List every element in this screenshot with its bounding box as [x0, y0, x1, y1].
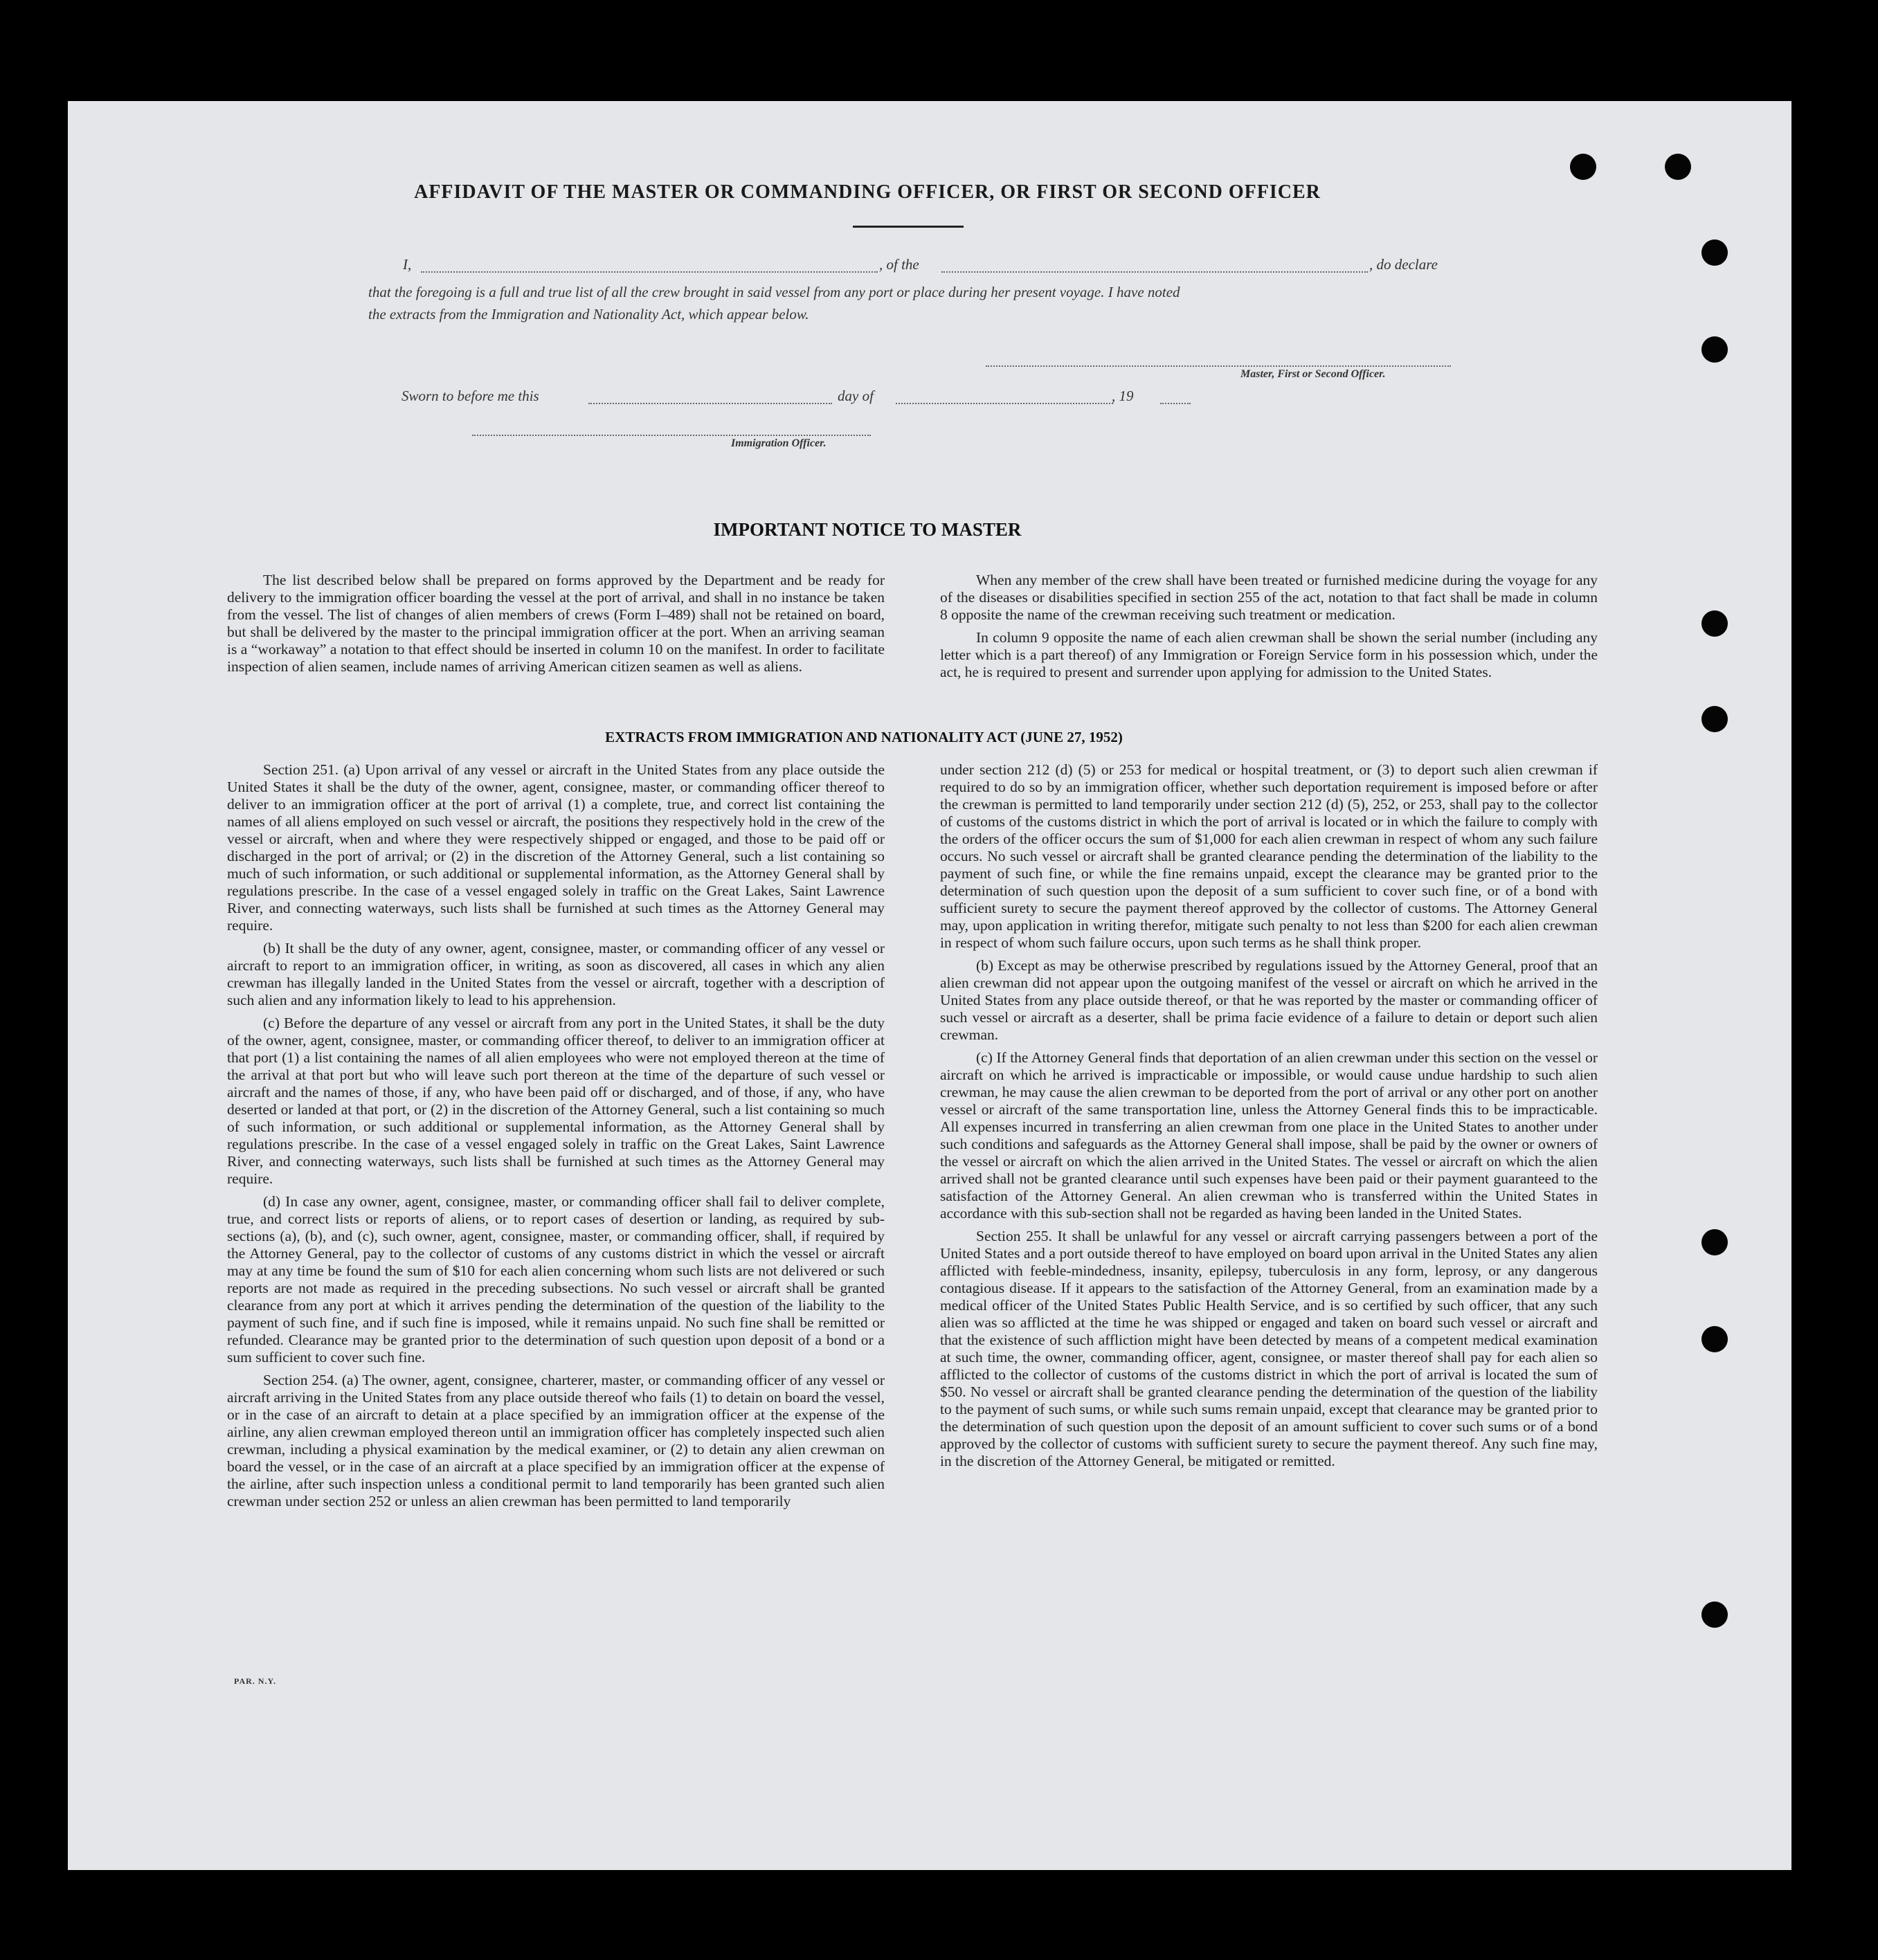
extracts-title: EXTRACTS FROM IMMIGRATION AND NATIONALITY ACT (JUNE 27, 1952) — [605, 729, 1123, 745]
notice-left-column — [227, 572, 885, 681]
extract-paragraph: Section 255. It shall be unlawful for any vessel or aircraft carrying passengers between a port of the United States and a port outside thereof to have employed on board upon arrival in the United States any alien afflicted with feeble-mindedness, insanity, epilepsy, tuberculosis in any form, leprosy, or any dangerous contagious disease. If it appears to the satisfaction of the Attorney General, from an examination made by a medical officer of the United States Public Health Service, and is so certified by such officer, that any such alien was so afflicted at the time he was shipped or engaged and taken on board such vessel or aircraft and that the existence of such affliction might have been detected by means of a competent medical examination at such time, the owner, commanding officer, agent, consignee, or master thereof shall pay for each alien so afflicted to the collector of customs of the customs district in which the port of arrival is located the sum of $50. No vessel or aircraft shall be granted clearance pending the determination of the question of the liability to the payment of such sums, or while such sums remain unpaid, except that clearance may be granted prior to the determination of such question upon the deposit of an amount sufficient to cover such sums or of a bond approved by the collector of customs with sufficient surety to secure the payment thereof. Any such fine may, in the discretion of the Attorney General, be mitigated or remitted. — [940, 1228, 1598, 1469]
binder-hole-icon — [1701, 1229, 1728, 1255]
extract-paragraph: (c) If the Attorney General finds that deportation of an alien crewman under this section on the vessel or aircraft on which he arrived is impracticable or impossible, or would cause undue hardship to such alien crewman, he may cause the alien crewman to be deported from the port of arrival or any other port on another vessel or aircraft of the same transportation line, unless the Attorney General finds this to be impracticable. All expenses incurred in transferring an alien crewman from one place in the United States to another under such conditions and safeguards as the Attorney General shall impose, shall be paid by the owner or owners of the vessel or aircraft on which the alien arrived in the United States. The vessel or aircraft on which the alien arrived shall not be granted clearance until such expenses have been paid or their payment guaranteed to the satisfaction of the Attorney General. An alien crewman who is transferred within the United States in accordance with this sub-section shall not be regarded as having been landed in the United States. — [940, 1049, 1598, 1222]
document-page — [68, 101, 1791, 1870]
binder-hole-icon — [1701, 1601, 1728, 1628]
binder-hole-icon — [1570, 154, 1596, 180]
extract-paragraph: (b) It shall be the duty of any owner, agent, consignee, master, or commanding officer of any vessel or aircraft to report to an immigration officer, in writing, as soon as discovered, all cases in which any alien crewman has illegally landed in the United States from the vessel or aircraft, together with a description of such alien and any information likely to lead to his apprehension. — [227, 940, 885, 1008]
printer-mark: PAR. N.Y. — [234, 1676, 277, 1686]
binder-hole-icon — [1701, 239, 1728, 266]
vessel-blank — [941, 271, 1368, 273]
sworn-day-blank — [588, 403, 832, 404]
binder-hole-icon — [1701, 336, 1728, 363]
officer-signature-caption: Immigration Officer. — [731, 437, 827, 449]
affidavit-i-label: I, — [403, 256, 412, 273]
extract-paragraph: (d) In case any owner, agent, consignee, master, or commanding officer shall fail to deliver complete, true, and correct lists or reports of aliens, or to report cases of desertion or landing, as required by sub-sections (a), (b), and (c), such owner, agent, consignee, master, or commanding officer, shall, if required by the Attorney General, pay to the collector of customs of any customs district in which the vessel or aircraft may at any time be found the sum of $10 for each alien concerning whom such lists are not delivered or such reports are not made as required in the preceding subsections. No such vessel or aircraft shall be granted clearance from any port at which it arrives pending the determination of the question of the liability to the payment of such fine, and if such fine is imposed, while it remains unpaid. No such fine shall be remitted or refunded. Clearance may be granted prior to the determination of such question upon deposit of a bond or a sum sufficient to cover such fine. — [227, 1193, 885, 1365]
officer-signature-line — [472, 435, 871, 436]
name-blank — [421, 271, 878, 273]
binder-hole-icon — [1701, 610, 1728, 637]
sworn-month-blank — [896, 403, 1113, 404]
extract-paragraph: (b) Except as may be otherwise prescribed by regulations issued by the Attorney General, proof that an alien crewman did not appear upon the outgoing manifest of the vessel or aircraft on which he arrived in the United States from any place outside thereof, or that he was reported by the master or commanding officer of such vessel or aircraft as a deserter, shall be prima facie evidence of a failure to detain or deport such alien crewman. — [940, 957, 1598, 1043]
master-signature-line — [986, 365, 1451, 367]
binder-hole-icon — [1665, 154, 1691, 180]
master-signature-caption: Master, First or Second Officer. — [1240, 368, 1386, 380]
notice-right-column — [940, 572, 1598, 687]
extracts-right-column — [940, 761, 1598, 1476]
affidavit-title: AFFIDAVIT OF THE MASTER OR COMMANDING OFFICER, OR FIRST OR SECOND OFFICER — [414, 181, 1321, 203]
extract-paragraph: Section 251. (a) Upon arrival of any vessel or aircraft in the United States from any place outside the United States it shall be the duty of the owner, agent, consignee, master, or commanding officer thereof to deliver to an immigration officer at the port of arrival (1) a complete, true, and correct list containing the names of all aliens employed on such vessel or aircraft, the positions they respectively hold in the crew of the vessel or aircraft, when and where they were respectively shipped or engaged, and those to be paid off or discharged in the port of arrival; or (2) in the discretion of the Attorney General, such a list containing so much of such information, or such additional or supplemental information, as the Attorney General shall by regulations prescribe. In the case of a vessel engaged solely in traffic on the Great Lakes, Saint Lawrence River, and connecting waterways, such lists shall be furnished at such times as the Attorney General may require. — [227, 761, 885, 934]
affidavit-of-the-label: , of the — [879, 256, 919, 273]
sworn-year-blank — [1160, 403, 1191, 404]
extracts-left-column — [227, 761, 885, 1516]
binder-hole-icon — [1701, 1326, 1728, 1352]
notice-title: IMPORTANT NOTICE TO MASTER — [713, 519, 1022, 540]
title-rule — [853, 226, 964, 228]
affidavit-declare-label: , do declare — [1369, 256, 1438, 273]
extract-paragraph: Section 254. (a) The owner, agent, consignee, charterer, master, or commanding officer of any vessel or aircraft arriving in the United States from any place outside thereof who fails (1) to detain on board the vessel, or in the case of an aircraft to detain at a place specified by an immigration officer at the expense of the airline, any alien crewman employed thereon until an immigration officer has completely inspected such alien crewman, including a physical examination by the medical examiner, or (2) to detain any alien crewman on board the vessel, or in the case of an aircraft at a place specified by an immigration officer at the expense of the airline, after such inspection unless a conditional permit to land temporarily has been granted such alien crewman under section 252 or unless an alien crewman has been permitted to land temporarily — [227, 1372, 885, 1509]
notice-paragraph: The list described below shall be prepared on forms approved by the Department and be ready for delivery to the immigration officer boarding the vessel at the port of arrival, and shall in no instance be taken from the vessel. The list of changes of alien members of crews (Form I–489) shall not be retained on board, but shall be delivered by the master to the principal immigration officer at the port. When an arriving seaman is a “workaway” a notation to that effect should be inserted in column 10 on the manifest. In order to facilitate inspection of alien seamen, include names of arriving American citizen seamen as well as aliens. — [227, 572, 885, 675]
binder-hole-icon — [1701, 706, 1728, 732]
extract-paragraph: (c) Before the departure of any vessel or aircraft from any port in the United States, it shall be the duty of the owner, agent, consignee, master, or commanding officer thereof, to deliver to an immigration officer at that port (1) a list containing the names of all alien employees who were not employed thereon at the time of the arrival at that port but who will leave such port thereon at the time of the departure of such vessel or aircraft and the names of those, if any, who have been paid off or discharged, and of those, if any, who have deserted or landed at that port, or (2) in the discretion of the Attorney General, such a list containing so much of such information, or such additional or supplemental information, as the Attorney General shall by regulations prescribe. In the case of a vessel engaged solely in traffic on the Great Lakes, Saint Lawrence River, and connecting waterways, such lists shall be furnished at such times as the Attorney General may require. — [227, 1015, 885, 1187]
sworn-year-label: , 19 — [1112, 388, 1134, 404]
notice-paragraph: In column 9 opposite the name of each alien crewman shall be shown the serial number (including any letter which is a part thereof) of any Immigration or Foreign Service form in his possession which, under the act, he is required to present and surrender upon applying for admission to the United States. — [940, 629, 1598, 680]
sworn-label: Sworn to before me this — [401, 388, 539, 404]
affidavit-line-3: the extracts from the Immigration and Nationality Act, which appear below. — [368, 306, 809, 323]
extract-paragraph: under section 212 (d) (5) or 253 for medical or hospital treatment, or (3) to deport such alien crewman if required to do so by an immigration officer, whether such deportation requirement is imposed before or after the crewman is permitted to land temporarily under section 212 (d) (5), 252, or 253, shall pay to the collector of customs of the customs district in which the port of arrival is located or in which the failure to comply with the orders of the officer occurs the sum of $1,000 for each alien crewman in respect of whom any such failure occurs. No such vessel or aircraft shall be granted clearance pending the determination of the liability to the payment of such fine, or while the fine remains unpaid, except the clearance may be granted prior to the determination of such question upon the deposit of a sum sufficient to cover such fine, or of a bond with sufficient surety to secure the payment thereof approved by the collector of customs. The Attorney General may, upon application in writing therefor, mitigate such penalty to not less than $200 for each alien crewman in respect of whom such failure occurs, upon such terms as he shall think proper. — [940, 761, 1598, 951]
notice-paragraph: When any member of the crew shall have been treated or furnished medicine during the voyage for any of the diseases or disabilities specified in section 255 of the act, notation to that fact shall be made in column 8 opposite the name of the crewman receiving such treatment or medication. — [940, 572, 1598, 623]
affidavit-line-2: that the foregoing is a full and true list of all the crew brought in said vessel from any port or place during her present voyage. I have noted — [368, 284, 1180, 300]
sworn-day-of-label: day of — [838, 388, 874, 404]
